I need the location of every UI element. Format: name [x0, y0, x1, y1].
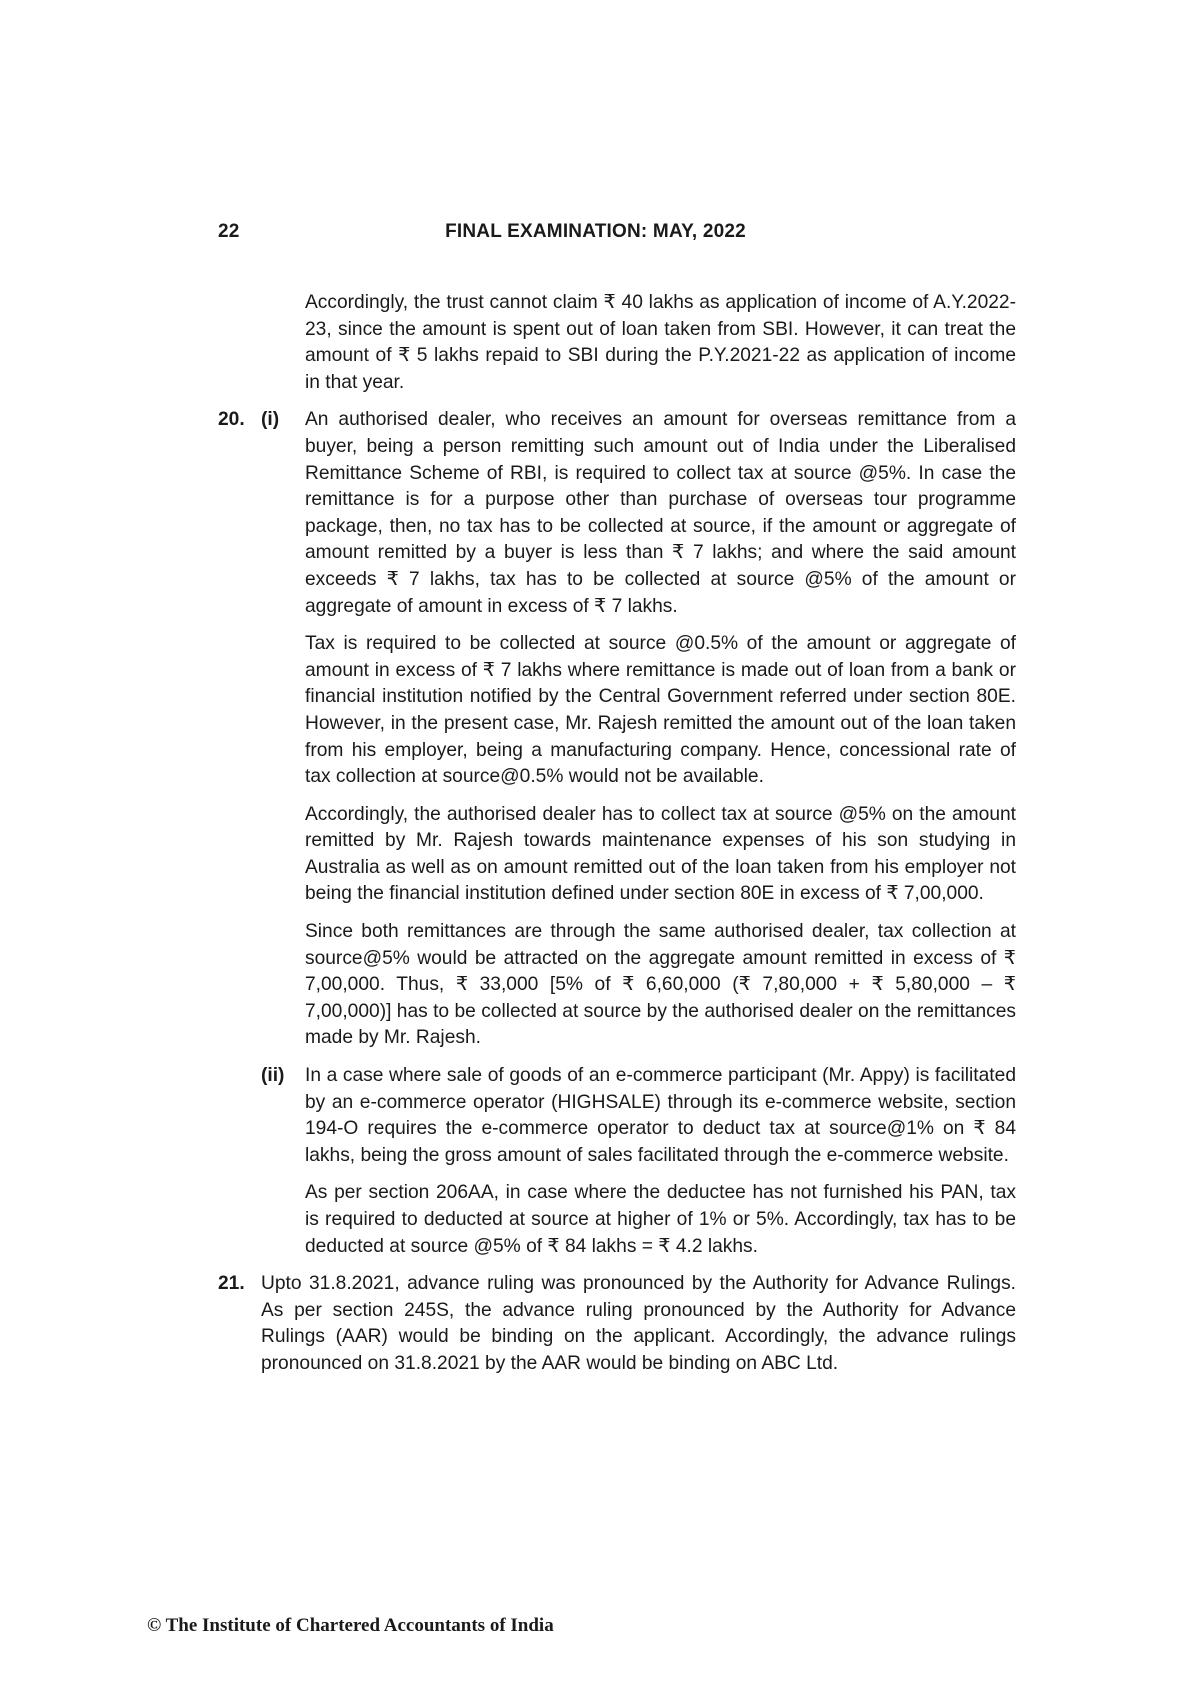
- question-20-part-ii-label: (ii): [261, 1065, 285, 1087]
- question-20-number: 20.: [218, 409, 245, 431]
- footer-copyright: © The Institute of Chartered Accountants of India: [147, 1615, 554, 1636]
- q20-i-paragraph-2: Tax is required to be collected at source @0.5% of the amount or aggregate of amount in excess of ₹ 7 lakhs where remittance is made out of loan from a bank or financial institution notified by the Central Government referred under section 80E. However, in the present case, Mr. Rajesh remitted the amount out of the loan taken from his employer, being a manufacturing company. Hence, concessional rate of tax collection at source@0.5% would not be available.: [305, 633, 1016, 788]
- q20-ii-paragraph-1: In a case where sale of goods of an e-commerce participant (Mr. Appy) is facilitated by an e-commerce operator (HIGHSALE) through its e-commerce website, section 194-O requires the e-commerce operator to deduct tax at source@1% on ₹ 84 lakhs, being the gross amount of sales facilitated through the e-commerce website.: [305, 1065, 1016, 1166]
- q20-i-paragraph-3: Accordingly, the authorised dealer has to collect tax at source @5% on the amount remitted by Mr. Rajesh towards maintenance expenses of his son studying in Australia as well as on amount remitted out of the loan taken from his employer not being the financial institution defined under section 80E in excess of ₹ 7,00,000.: [305, 803, 1016, 905]
- question-20-part-i-label: (i): [261, 409, 280, 431]
- question-21: [218, 1271, 1016, 1377]
- question-20-part-ii: [218, 1063, 1016, 1169]
- q20-ii-paragraph-2: As per section 206AA, in case where the deductee has not furnished his PAN, tax is required to deducted at source at higher of 1% or 5%. Accordingly, tax has to be deducted at source @5% of ₹ 84 lakhs = ₹ 4.2 lakhs.: [305, 1182, 1016, 1257]
- q21-paragraph: Upto 31.8.2021, advance ruling was pronounced by the Authority for Advance Rulings. As per section 245S, the advance ruling pronounced by the Authority for Advance Rulings (AAR) would be binding on the applicant. Accordingly, the advance rulings pronounced on 31.8.2021 by the AAR would be binding on ABC Ltd.: [261, 1273, 1016, 1374]
- document-body: [218, 290, 1016, 1378]
- q20-i-paragraph-4: Since both remittances are through the same authorised dealer, tax collection at source@5% would be attracted on the aggregate amount remitted in excess of ₹ 7,00,000. Thus, ₹ 33,000 [5% of ₹ 6,60,000 (₹ 7,80,000 + ₹ 5,80,000 – ₹ 7,00,000)] has to be collected at source by the authorised dealer on the remittances made by Mr. Rajesh.: [305, 921, 1016, 1049]
- question-20: [218, 407, 1016, 620]
- intro-paragraph: Accordingly, the trust cannot claim ₹ 40 lakhs as application of income of A.Y.2022-23, since the amount is spent out of loan taken from SBI. However, it can treat the amount of ₹ 5 lakhs repaid to SBI during the P.Y.2021-22 as application of income in that year.: [305, 292, 1016, 393]
- page-number: 22: [218, 221, 240, 242]
- q20-i-paragraph-1: An authorised dealer, who receives an amount for overseas remittance from a buyer, being a person remitting such amount out of India under the Liberalised Remittance Scheme of RBI, is required to collect tax at source @5%. In case the remittance is for a purpose other than purchase of overseas tour programme package, then, no tax has to be collected at source, if the amount or aggregate of amount remitted by a buyer is less than ₹ 7 lakhs; and where the said amount exceeds ₹ 7 lakhs, tax has to be collected at source @5% of the amount or aggregate of amount in excess of ₹ 7 lakhs.: [305, 409, 1016, 617]
- page-title: FINAL EXAMINATION: MAY, 2022: [445, 221, 746, 242]
- question-21-number: 21.: [218, 1273, 245, 1295]
